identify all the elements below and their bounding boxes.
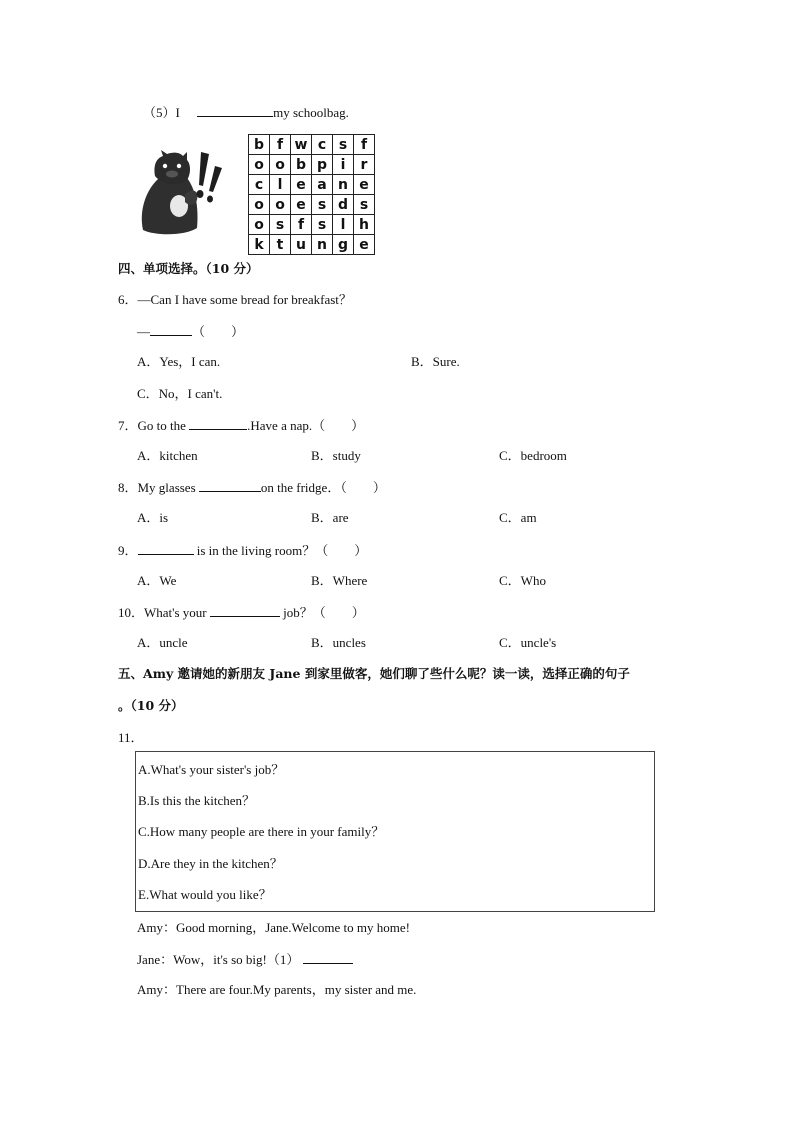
stem-text: 7．Go to the [118,418,190,433]
grid-cell: h [354,215,375,235]
grid-row [249,175,375,195]
grid-cell: s [312,215,333,235]
option-a: A．is [137,510,169,525]
stem-text: 9． [118,543,138,558]
grid-cell: f [291,215,312,235]
question-5 [143,104,349,121]
question-11-number: 11． [118,730,144,745]
section-5-number: 五、 [118,666,144,681]
grid-cell: b [291,155,312,175]
grid-cell: e [354,235,375,255]
grid-cell: a [312,175,333,195]
grid-cell: l [333,215,354,235]
grid-cell: w [291,135,312,155]
answer-paren: （ ） [192,324,245,339]
section-5-heading-cont: 。（10 分） [118,698,184,713]
dialog-line: Amy：Good morning，Jane.Welcome to my home! [137,920,410,935]
option-c: C．Who [499,573,546,588]
grid-cell: f [270,135,291,155]
grid-cell: n [333,175,354,195]
grid-cell: i [333,155,354,175]
grid-cell: b [249,135,270,155]
dialog-line [137,951,353,968]
question-10-stem [118,604,365,621]
grid-cell: e [291,175,312,195]
question-7-stem [118,417,364,434]
grid-cell: k [249,235,270,255]
grid-cell: g [333,235,354,255]
option-b: B．uncles [311,635,366,650]
grid-row [249,235,375,255]
dash: — [137,324,150,339]
grid-cell: s [270,215,291,235]
option-item: B.Is this the kitchen？ [138,793,255,808]
grid-cell: u [291,235,312,255]
question-5-number: （5）I [143,105,180,120]
grid-row [249,195,375,215]
grid-cell: o [270,155,291,175]
answer-blank [138,542,194,555]
answer-blank [210,604,280,617]
grid-cell: t [270,235,291,255]
option-c: C．bedroom [499,448,567,463]
word-search-grid [248,134,375,255]
grid-cell: n [312,235,333,255]
grid-cell: c [249,175,270,195]
grid-cell: s [354,195,375,215]
grid-cell: f [354,135,375,155]
option-a: A．Yes，I can. [137,354,221,369]
grid-cell: s [312,195,333,215]
option-b: B．Where [311,573,368,588]
option-c: C．am [499,510,537,525]
option-item: D.Are they in the kitchen？ [138,856,283,871]
grid-row [249,135,375,155]
grid-cell: o [270,195,291,215]
grid-cell: o [249,215,270,235]
grid-row [249,155,375,175]
option-b: B．Sure. [411,354,460,369]
option-b: B．are [311,510,349,525]
answer-blank [303,951,353,964]
grid-row [249,215,375,235]
grid-cell: o [249,195,270,215]
stem-text: 8．My glasses [118,480,199,495]
section-5-heading [118,666,630,682]
option-item: E.What would you like？ [138,887,272,902]
dialog-text: Jane：Wow，it's so big!（1） [137,952,300,967]
grid-cell: p [312,155,333,175]
stem-text: job？（ ） [279,605,365,620]
grid-cell: r [354,155,375,175]
grid-cell: l [270,175,291,195]
stem-text: on the fridge．（ ） [260,480,386,495]
question-6-stem: 6．—Can I have some bread for breakfast？ [118,292,352,307]
option-a: A．We [137,573,177,588]
option-a: A．uncle [137,635,188,650]
grid-cell: d [333,195,354,215]
grid-cell: e [354,175,375,195]
answer-blank [199,479,261,492]
grid-cell: o [249,155,270,175]
section-5-instructions: Amy 邀请她的新朋友 Jane 到家里做客，她们聊了些什么呢？读一读，选择正确的句子 [143,666,630,681]
option-item: C.How many people are there in your family？ [138,824,385,839]
option-c: C．No，I can't. [137,386,223,401]
option-b: B．study [311,448,361,463]
grid-cell: c [312,135,333,155]
question-9-stem [118,542,367,559]
grid-cell: s [333,135,354,155]
option-a: A．kitchen [137,448,198,463]
answer-blank [197,104,273,117]
grid-cell: e [291,195,312,215]
question-8-stem [118,479,386,496]
question-5-text: my schoolbag. [273,105,349,120]
option-c: C．uncle's [499,635,557,650]
dialog-line: Amy：There are four.My parents，my sister and me. [137,982,417,997]
stem-text: .Have a nap.（ ） [247,418,365,433]
stem-text: is in the living room？（ ） [193,543,368,558]
question-6-answer-line [137,323,244,340]
option-item: A.What's your sister's job？ [138,762,285,777]
section-4-heading: 四、单项选择。（10 分） [118,261,259,276]
answer-blank [150,323,192,336]
answer-blank [189,417,247,430]
stem-text: 10．What's your [118,605,210,620]
bear-illustration [137,148,225,238]
